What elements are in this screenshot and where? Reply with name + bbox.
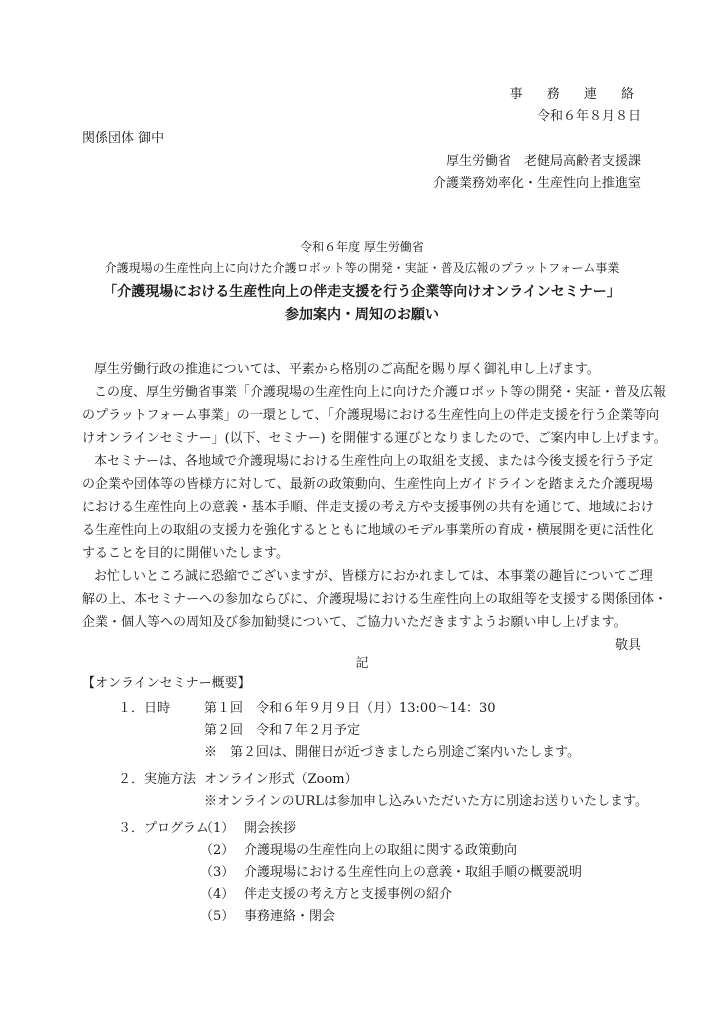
body-line: における生産性向上の意義・基本手順、伴走支援の考え方や支援事例の共有を通じて、地域におけ: [82, 500, 654, 515]
body-line: の企業や団体等の皆様方に対して、最新の政策動向、生産性向上ガイドラインを踏まえた介護現場: [82, 477, 653, 492]
body-line: 企業・個人等への周知及び参加勧奨について、ご協力いただきますようお願い申し上げます。: [82, 615, 627, 630]
body-line: のプラットフォーム事業」の一環として、「介護現場における生産性向上の伴走支援を行う企業等向: [82, 408, 659, 423]
title-line-2: 介護現場の生産性向上に向けた介護ロボット等の開発・実証・普及広報のプラットフォーム事業: [104, 261, 620, 275]
program-item-text: 伴走支援の考え方と支援事例の紹介: [244, 887, 453, 902]
overview-heading: 【オンラインセミナー概要】: [82, 676, 251, 691]
program-item-text: 事務連絡・閉会: [244, 909, 336, 924]
body-line: 厚生労働行政の推進については、平素から格別のご高配を賜り厚く御礼申し上げます。: [94, 362, 600, 377]
method-line: ※オンラインのURLは参加申し込みいただいた方に別途お送りいたします。: [204, 794, 648, 809]
datetime-line: 第１回 令和６年９月９日（月）13:00～14：30: [204, 701, 496, 716]
body-line: 本セミナーは、各地域で介護現場における生産性向上の取組を支援、または今後支援を行う予定: [94, 454, 654, 469]
datetime-line: 第２回 令和７年２月予定: [204, 723, 361, 738]
method-line: オンライン形式（Zoom）: [204, 772, 358, 787]
sender-line-2: 介護業務効率化・生産性向上推進室: [432, 176, 641, 191]
body-line: お忙しいところ誠に恐縮でございますが、皆様方におかれましては、本事業の趣旨についてご理: [94, 569, 653, 584]
body-line: る生産性向上の取組の支援力を強化するとともに地域のモデル事業所の育成・横展開を更に活性化: [82, 523, 654, 538]
program-item-number: （5）: [200, 909, 235, 924]
title-main: 「介護現場における生産性向上の伴走支援を行う企業等向けオンラインセミナー」: [103, 284, 621, 300]
program-item-text: 開会挨拶: [244, 821, 297, 836]
program-item-number: （1）: [200, 821, 235, 836]
program-item-text: 介護現場の生産性向上の取組に関する政策動向: [244, 843, 518, 858]
program-label: ３．プログラム: [118, 821, 209, 836]
recipient: 関係団体 御中: [82, 131, 165, 146]
body-line: この度、厚生労働省事業「介護現場の生産性向上に向けた介護ロボット等の開発・実証・普及広報: [94, 385, 667, 400]
program-item-number: （3）: [200, 865, 235, 880]
ki-marker: 記: [355, 656, 369, 671]
datetime-label: １．日時: [118, 701, 171, 716]
title-line-1: 令和６年度 厚生労働省: [300, 240, 424, 254]
body-line: 解の上、本セミナーへの参加ならびに、介護現場における生産性向上の取組等を支援する関係団体・: [82, 592, 668, 607]
datetime-line: ※ 第２回は、開催日が近づきましたら別途ご案内いたします。: [204, 745, 580, 760]
notice-date: 令和６年８月８日: [536, 109, 641, 124]
sender-line-1: 厚生労働省 老健局高齢者支援課: [445, 154, 641, 169]
program-item-number: （2）: [200, 843, 235, 858]
closing-keigu: 敬具: [614, 638, 641, 653]
notice-type: 事 務 連 絡: [509, 87, 644, 102]
method-label: ２．実施方法: [118, 772, 197, 787]
body-line: することを目的に開催いたします。: [82, 546, 289, 561]
program-item-text: 介護現場における生産性向上の意義・取組手順の概要説明: [244, 865, 583, 880]
program-item-number: （4）: [200, 887, 235, 902]
title-sub: 参加案内・周知のお願い: [285, 307, 439, 323]
body-line: けオンラインセミナー」(以下、セミナー) を開催する運びとなりましたので、ご案内申し上げます。: [82, 431, 667, 446]
